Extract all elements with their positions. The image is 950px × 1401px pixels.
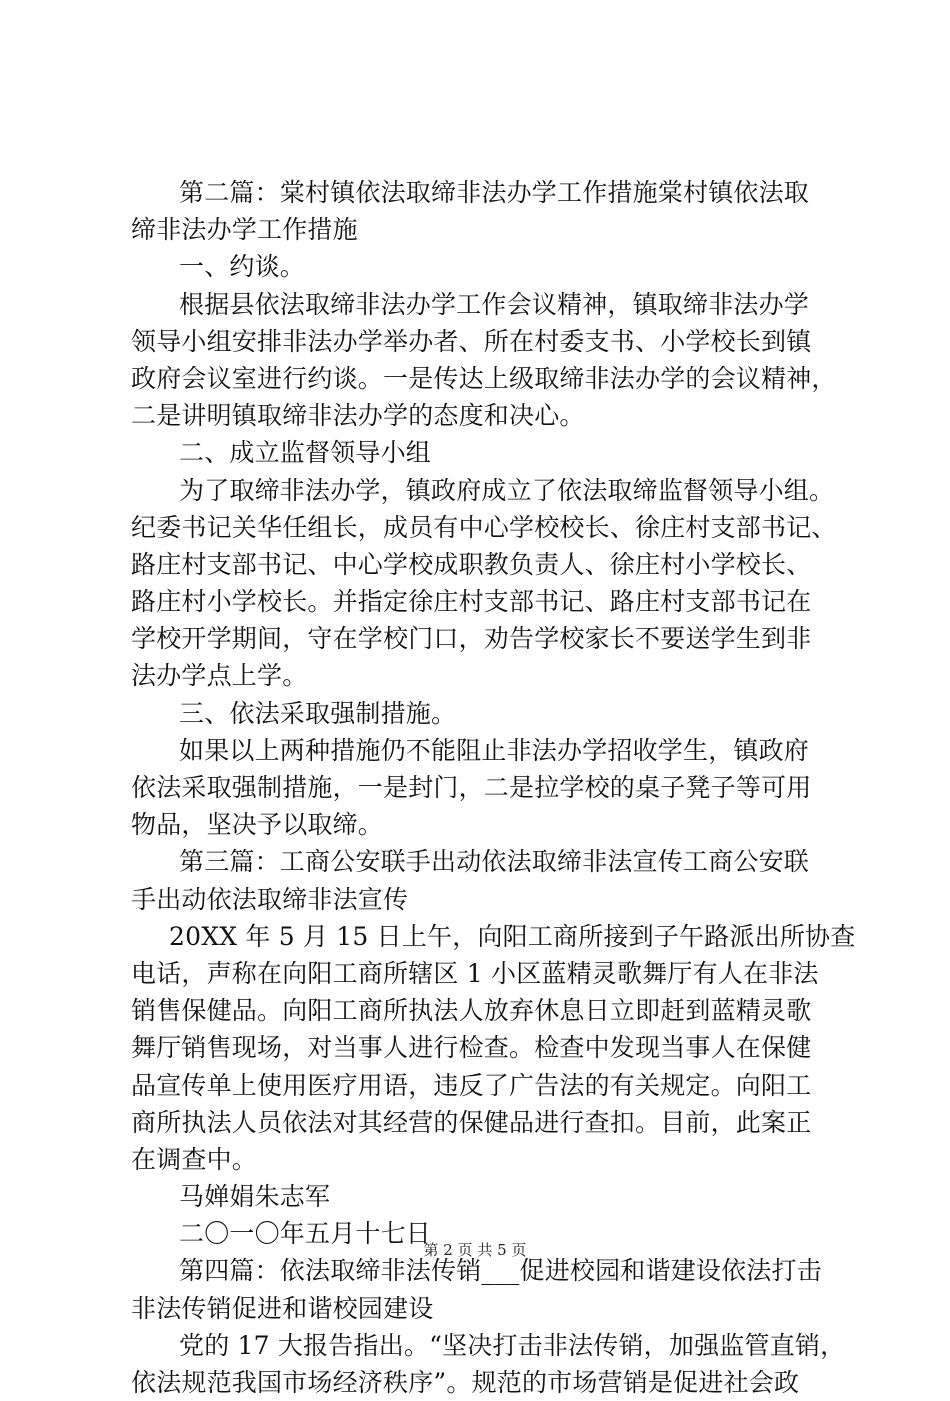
text-line: 党的 17 大报告指出。“坚决打击非法传销，加强监管直销，	[179, 1330, 846, 1360]
text-line: 电话，声称在向阳工商所辖区 1 小区蓝精灵歌舞厅有人在非法	[131, 958, 819, 988]
text-line: 一、约谈。	[179, 252, 306, 282]
text-line: 为了取缔非法办学，镇政府成立了依法取缔监督领导小组。	[179, 475, 835, 505]
text-line: 纪委书记关华任组长，成员有中心学校校长、徐庄村支部书记、	[131, 512, 837, 542]
text-line: 在调查中。	[131, 1144, 258, 1174]
text-line: 非法传销促进和谐校园建设	[131, 1293, 434, 1323]
text-line: 舞厅销售现场，对当事人进行检查。检查中发现当事人在保健	[131, 1033, 812, 1063]
text-line: 品宣传单上使用医疗用语，违反了广告法的有关规定。向阳工	[131, 1070, 812, 1100]
text-line: 二〇一〇年五月十七日	[179, 1219, 432, 1249]
text-line: 物品，坚决予以取缔。	[131, 810, 384, 840]
text-line: 路庄村小学校长。并指定徐庄村支部书记、路庄村支部书记在	[131, 587, 812, 617]
text-line: 销售保健品。向阳工商所执法人放弃休息日立即赶到蓝精灵歌	[131, 996, 812, 1026]
text-line: 手出动依法取缔非法宣传	[131, 884, 409, 914]
document-body	[131, 174, 856, 1401]
text-line: 法办学点上学。	[131, 661, 308, 691]
text-line: 根据县依法取缔非法办学工作会议精神，镇取缔非法办学	[179, 289, 810, 319]
text-line: 依法采取强制措施，一是封门，二是拉学校的桌子凳子等可用	[131, 773, 812, 802]
text-line: 马婵娟朱志军	[179, 1182, 331, 1212]
text-line: 如果以上两种措施仍不能阻止非法办学招收学生，镇政府	[179, 735, 810, 765]
text-line: 二、成立监督领导小组	[179, 438, 432, 468]
text-line: 20XX 年 5 月 15 日上午，向阳工商所接到子午路派出所协查	[169, 921, 856, 951]
text-line: 第三篇：工商公安联手出动依法取缔非法宣传工商公安联	[179, 847, 810, 877]
text-line: 二是讲明镇取缔非法办学的态度和决心。	[131, 401, 585, 431]
text-line: 三、依法采取强制措施。	[179, 698, 457, 728]
text-line: 学校开学期间，守在学校门口，劝告学校家长不要送学生到非	[131, 624, 812, 654]
text-line: 第二篇：棠村镇依法取缔非法办学工作措施棠村镇依法取	[179, 178, 810, 207]
text-line: 缔非法办学工作措施	[131, 215, 358, 245]
page-footer: 第 2 页 共 5 页	[423, 1241, 527, 1259]
text-line: 商所执法人员依法对其经营的保健品进行查扣。目前，此案正	[131, 1107, 812, 1137]
text-line: 路庄村支部书记、中心学校成职教负责人、徐庄村小学校长、	[131, 549, 812, 579]
text-line: 第四篇：依法取缔非法传销___促进校园和谐建设依法打击	[179, 1256, 822, 1286]
text-line: 政府会议室进行约谈。一是传达上级取缔非法办学的会议精神，	[131, 363, 837, 393]
text-line: 依法规范我国市场经济秩序”。规范的市场营销是促进社会政	[131, 1368, 800, 1397]
text-line: 领导小组安排非法办学举办者、所在村委支书、小学校长到镇	[131, 326, 812, 356]
